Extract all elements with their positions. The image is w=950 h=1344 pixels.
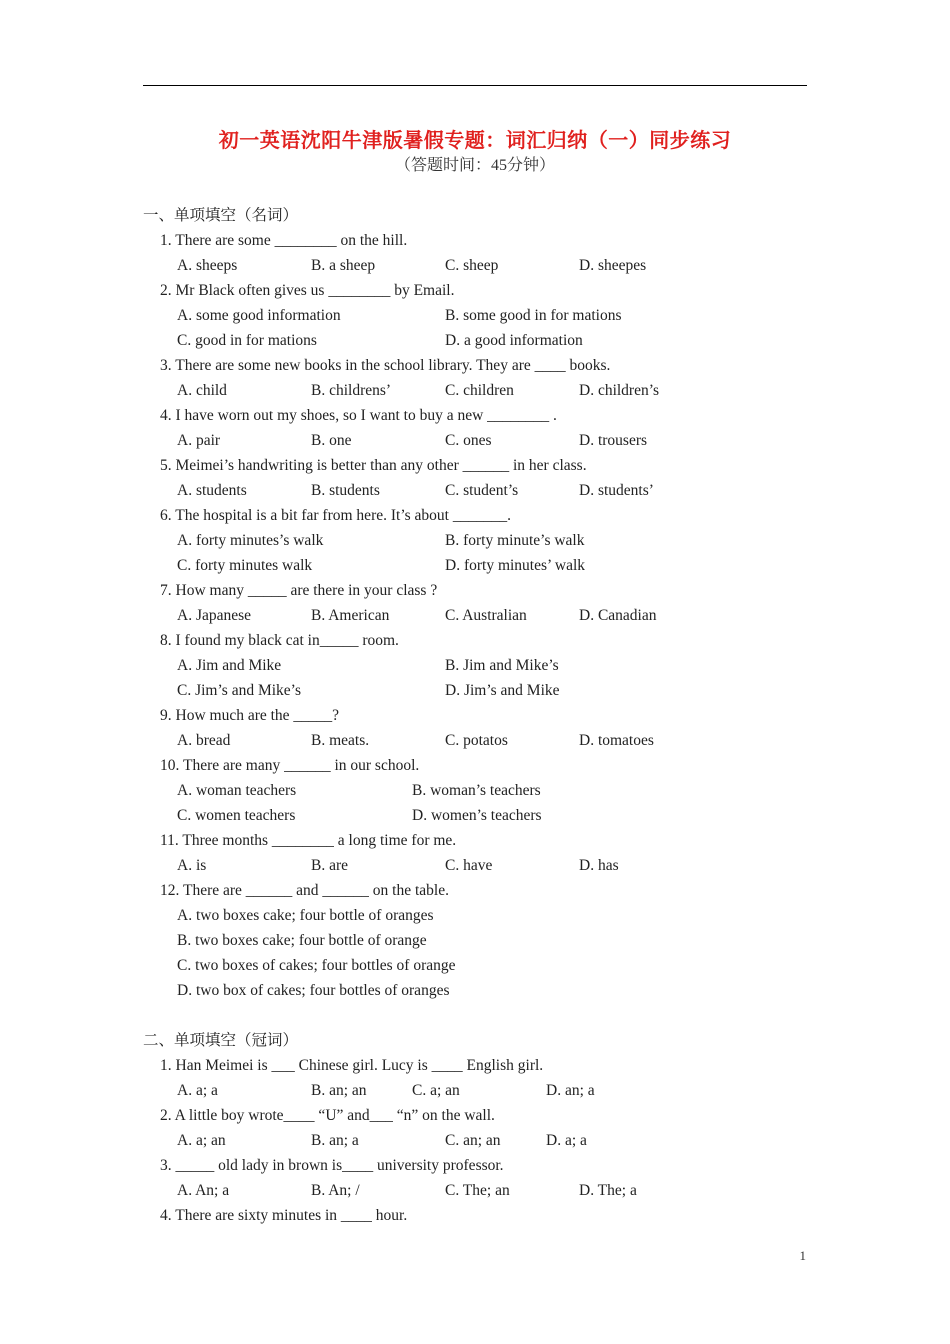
- option: C. an; an: [445, 1132, 501, 1149]
- page-subtitle: （答题时间：45分钟）: [394, 157, 555, 174]
- option: C. The; an: [445, 1182, 510, 1199]
- option: B. American: [311, 607, 390, 624]
- page-number: 1: [799, 1248, 806, 1263]
- option: D. a; a: [546, 1132, 587, 1149]
- option-row: [0, 253, 950, 278]
- option: B. an; an: [311, 1082, 367, 1099]
- option: B. An; /: [311, 1182, 360, 1199]
- option-row: [0, 678, 950, 703]
- question-stem: 2. Mr Black often gives us ________ by Email.: [160, 282, 455, 299]
- option: B. Jim and Mike’s: [445, 657, 559, 674]
- question-stem: 3. _____ old lady in brown is____ university professor.: [160, 1157, 504, 1174]
- option: D. sheepes: [579, 257, 647, 274]
- option: A. bread: [177, 732, 231, 749]
- option: A. a; a: [177, 1082, 218, 1099]
- option: A. is: [177, 857, 207, 874]
- question-stem: 10. There are many ______ in our school.: [160, 757, 420, 774]
- option: C. children: [445, 382, 514, 399]
- option: A. two boxes cake; four bottle of oranges: [177, 907, 434, 924]
- option-row: [0, 778, 950, 803]
- option: C. Australian: [445, 607, 527, 624]
- option: C. good in for mations: [177, 332, 317, 349]
- option: B. forty minute’s walk: [445, 532, 585, 549]
- option: A. some good information: [177, 307, 341, 324]
- option: C. student’s: [445, 482, 519, 499]
- option: B. one: [311, 432, 352, 449]
- option-row: [0, 978, 950, 1003]
- question-stem: 11. Three months ________ a long time for me.: [160, 832, 457, 849]
- option: B. are: [311, 857, 349, 874]
- option: B. a sheep: [311, 257, 376, 274]
- option: A. Jim and Mike: [177, 657, 282, 674]
- page-title: 初一英语沈阳牛津版暑假专题：词汇归纳（一）同步练习: [218, 128, 732, 152]
- section-heading: 二、单项填空（冠词）: [143, 1032, 299, 1049]
- question-stem: 8. I found my black cat in_____ room.: [160, 632, 399, 649]
- option: C. forty minutes walk: [177, 557, 313, 574]
- option: B. two boxes cake; four bottle of orange: [177, 932, 427, 949]
- section-spacer: [0, 1003, 950, 1028]
- question-stem: 6. The hospital is a bit far from here. It’s about _______.: [160, 507, 511, 524]
- option-row: [0, 803, 950, 828]
- question-stem: 1. Han Meimei is ___ Chinese girl. Lucy is ____ English girl.: [160, 1057, 544, 1074]
- option: A. a; an: [177, 1132, 226, 1149]
- option: D. Jim’s and Mike: [445, 682, 560, 699]
- option-row: [0, 1128, 950, 1153]
- header-rule: [143, 85, 807, 86]
- option: D. women’s teachers: [412, 807, 542, 824]
- option: B. woman’s teachers: [412, 782, 541, 799]
- option: D. an; a: [546, 1082, 595, 1099]
- option: D. has: [579, 857, 619, 874]
- option: D. children’s: [579, 382, 660, 399]
- option-row: [0, 478, 950, 503]
- question-stem: 5. Meimei’s handwriting is better than any other ______ in her class.: [160, 457, 587, 474]
- option: B. students: [311, 482, 380, 499]
- option: C. have: [445, 857, 493, 874]
- option-row: [0, 853, 950, 878]
- option: A. woman teachers: [177, 782, 297, 799]
- option: D. forty minutes’ walk: [445, 557, 586, 574]
- option-row: [0, 428, 950, 453]
- option: B. some good in for mations: [445, 307, 622, 324]
- question-stem: 7. How many _____ are there in your class ?: [160, 582, 438, 599]
- option: C. potatos: [445, 732, 508, 749]
- exercise-content: [0, 203, 950, 1228]
- option-row: [0, 553, 950, 578]
- option-row: [0, 378, 950, 403]
- option: D. tomatoes: [579, 732, 654, 749]
- option: C. Jim’s and Mike’s: [177, 682, 302, 699]
- option: D. trousers: [579, 432, 648, 449]
- option: A. forty minutes’s walk: [177, 532, 324, 549]
- option-row: [0, 528, 950, 553]
- option-row: [0, 1078, 950, 1103]
- question-stem: 9. How much are the _____?: [160, 707, 340, 724]
- option-row: [0, 928, 950, 953]
- option-row: [0, 903, 950, 928]
- question-stem: 12. There are ______ and ______ on the table.: [160, 882, 449, 899]
- option: B. meats.: [311, 732, 370, 749]
- option: A. pair: [177, 432, 221, 449]
- option: D. students’: [579, 482, 654, 499]
- option: A. sheeps: [177, 257, 238, 274]
- option: B. an; a: [311, 1132, 359, 1149]
- question-stem: 4. There are sixty minutes in ____ hour.: [160, 1207, 408, 1224]
- option: A. Japanese: [177, 607, 252, 624]
- option-row: [0, 728, 950, 753]
- option: D. Canadian: [579, 607, 657, 624]
- option-row: [0, 653, 950, 678]
- option-row: [0, 303, 950, 328]
- option: A. child: [177, 382, 227, 399]
- option-row: [0, 1178, 950, 1203]
- section-heading: 一、单项填空（名词）: [143, 207, 299, 224]
- option-row: [0, 953, 950, 978]
- option: D. a good information: [445, 332, 583, 349]
- option-row: [0, 603, 950, 628]
- option: D. The; a: [579, 1182, 637, 1199]
- option: C. women teachers: [177, 807, 296, 824]
- question-stem: 4. I have worn out my shoes, so I want to buy a new ________ .: [160, 407, 557, 424]
- option: C. sheep: [445, 257, 499, 274]
- option: C. a; an: [412, 1082, 460, 1099]
- option-row: [0, 328, 950, 353]
- question-stem: 3. There are some new books in the school library. They are ____ books.: [160, 357, 611, 374]
- option: A. An; a: [177, 1182, 230, 1199]
- option: A. students: [177, 482, 247, 499]
- option: B. childrens’: [311, 382, 392, 399]
- question-stem: 1. There are some ________ on the hill.: [160, 232, 408, 249]
- option: C. ones: [445, 432, 492, 449]
- option: C. two boxes of cakes; four bottles of orange: [177, 957, 456, 974]
- option: D. two box of cakes; four bottles of oranges: [177, 982, 450, 999]
- question-stem: 2. A little boy wrote____ “U” and___ “n” on the wall.: [160, 1107, 495, 1124]
